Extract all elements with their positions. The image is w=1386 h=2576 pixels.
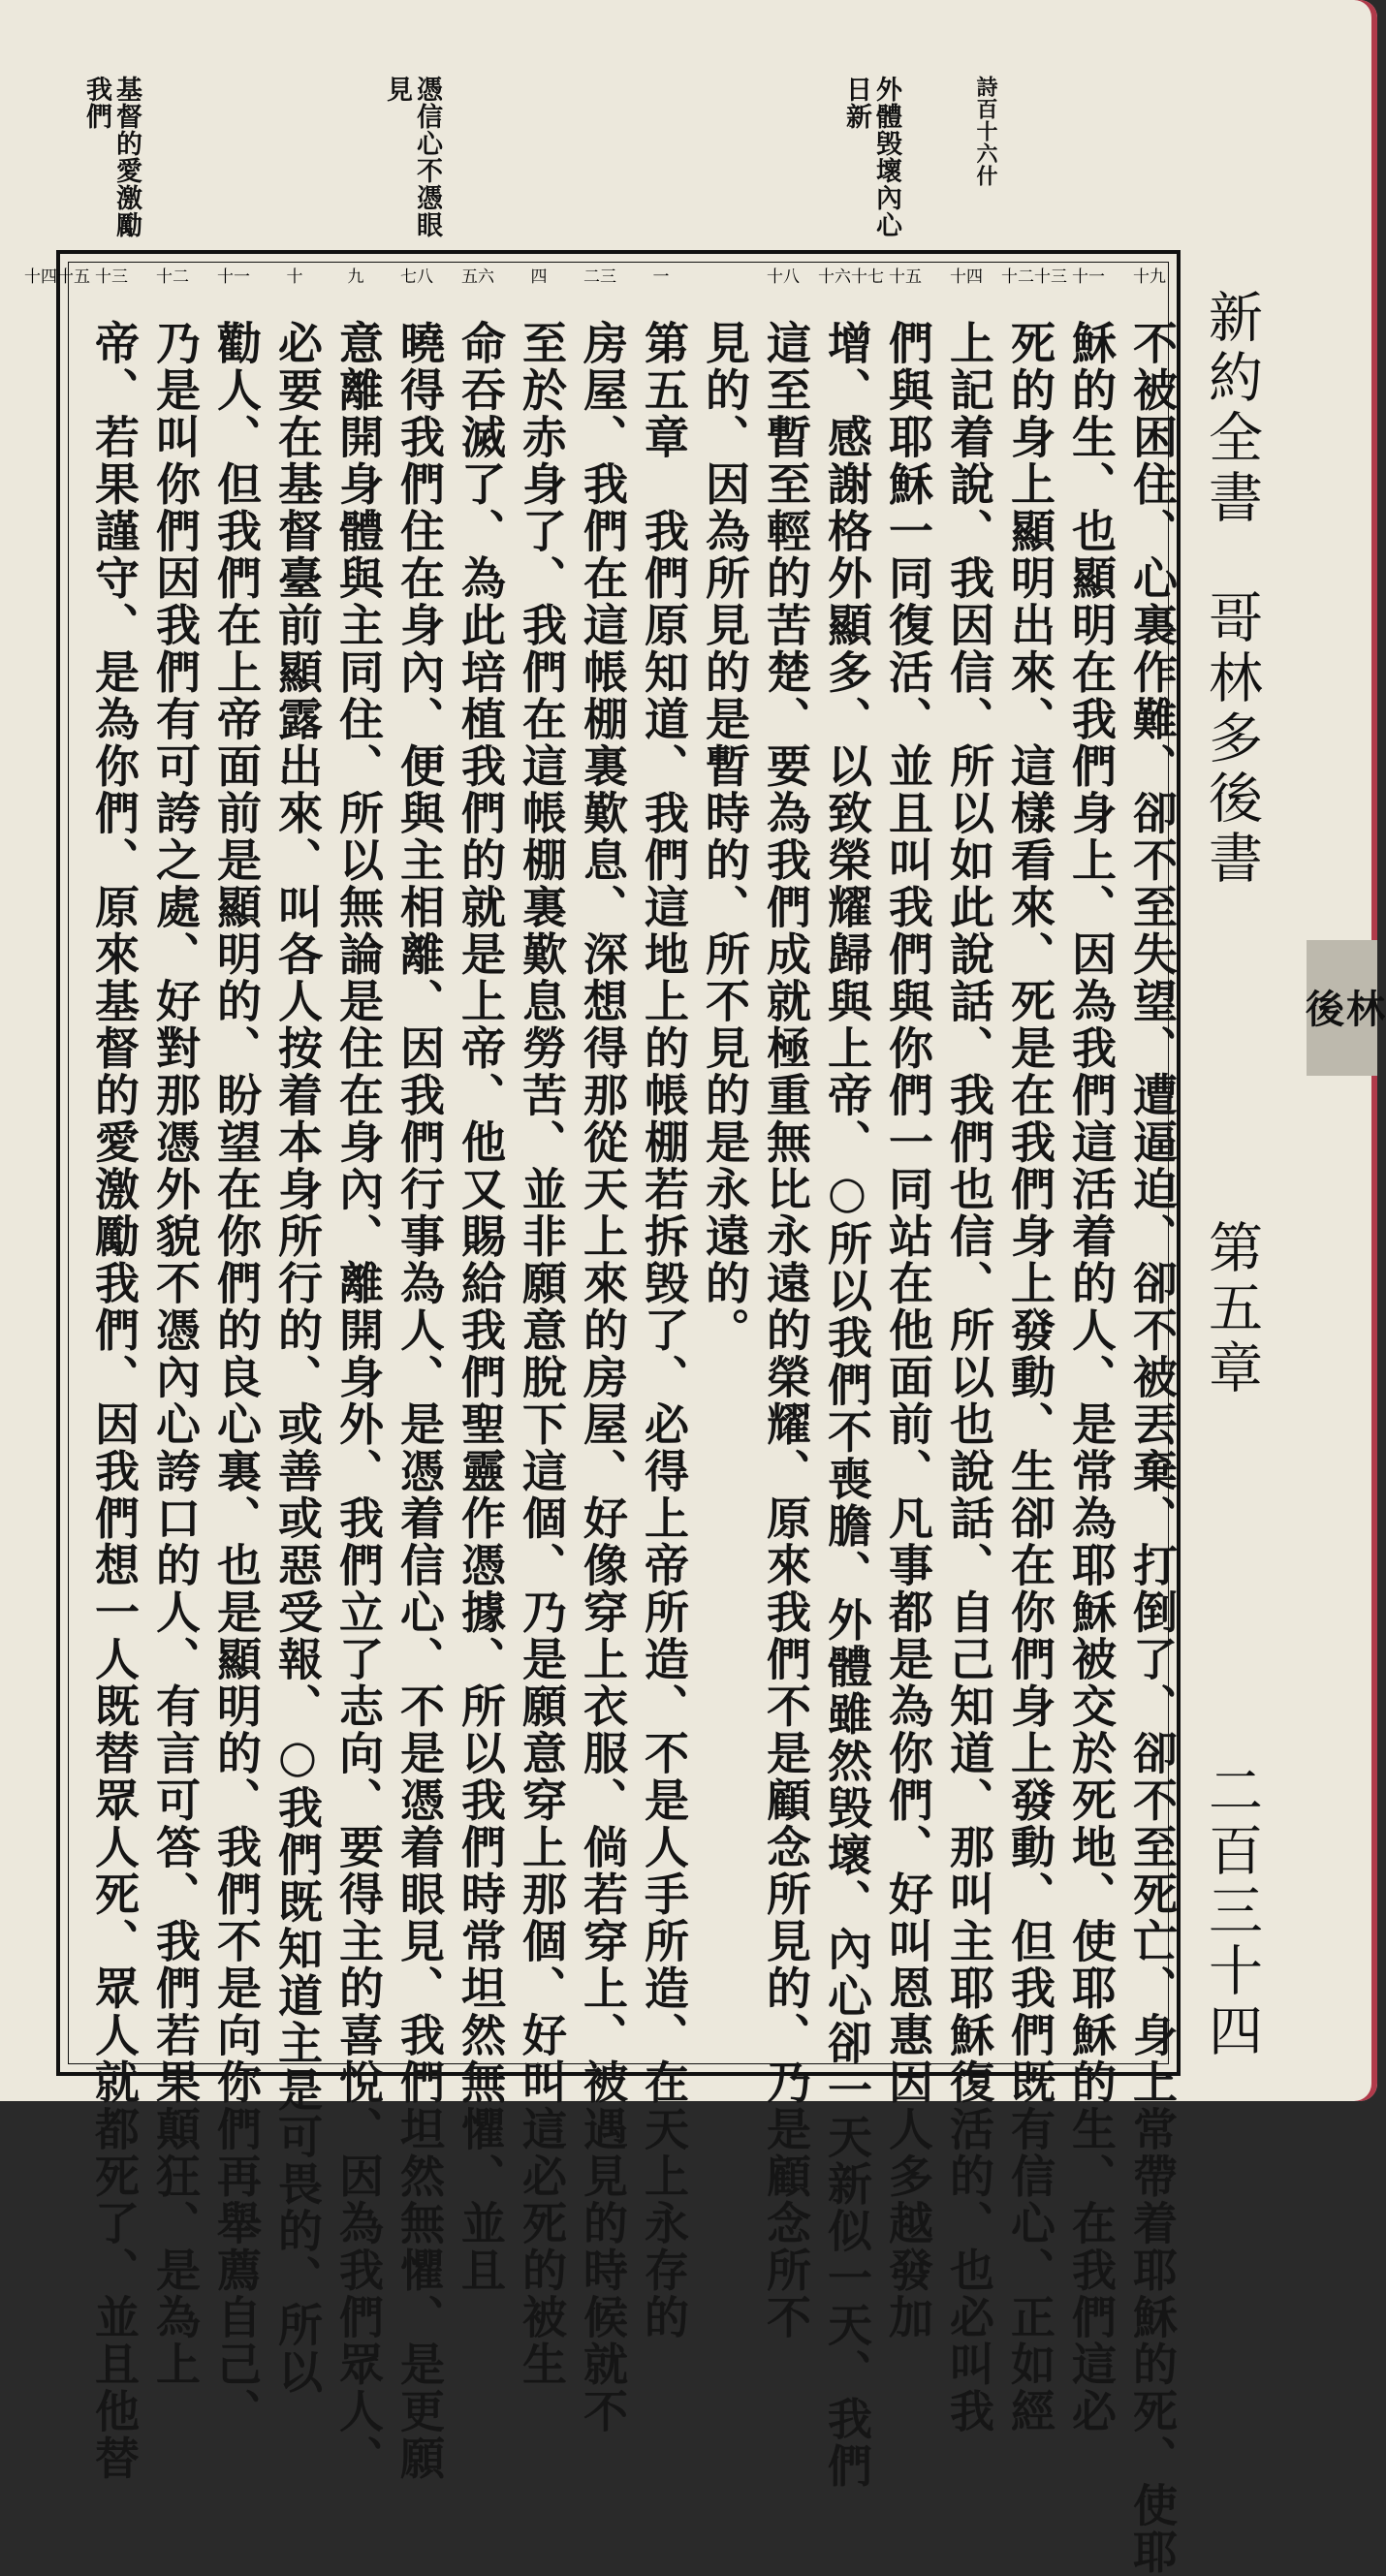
text-column (695, 260, 751, 2066)
verse-number: 十八 (767, 267, 800, 287)
chapter-title: 第五章 (1200, 1219, 1263, 1399)
text-column (634, 260, 690, 2341)
verse-number: 一 (652, 267, 670, 287)
tab-label-1: 林 (1339, 989, 1386, 1027)
verse-number: 十六十七 (818, 267, 884, 287)
column-text: 們與耶穌一同復活、並且叫我們與你們一同站在他面前、凡事都是為你們、好叫恩惠因人多越發加 (882, 320, 934, 2341)
verse-number: 九 (347, 267, 364, 287)
verse-number: 十 (286, 267, 303, 287)
text-column (84, 260, 141, 2482)
column-text: 命吞滅了、為此培植我們的就是上帝、他又賜給我們聖靈作憑據、所以我們時常坦然無懼、並且 (455, 320, 507, 2294)
text-columns (24, 260, 1179, 2576)
verse-number: 二三 (583, 267, 616, 287)
book-thumb-tab[interactable] (1299, 940, 1386, 1076)
margin-note-renewal: 外體毁壞內心日新 (841, 76, 901, 238)
text-column (329, 260, 385, 2482)
verse-number: 十一 (1072, 267, 1105, 287)
text-column (756, 260, 812, 2341)
column-text: 乃是叫你們因我們有可誇之處、好對那憑外貌不憑內心誇口的人、有言可答、我們若果顛狂、是為上 (149, 320, 202, 2388)
column-text: 這至暫至輕的苦楚、要為我們成就極重無比永遠的榮耀、原來我們不是顧念所見的、乃是顧念所不 (760, 320, 812, 2341)
text-column (573, 260, 629, 2435)
verse-number: 十四 (950, 267, 983, 287)
verse-number: 五六 (461, 267, 494, 287)
verse-number: 十一 (217, 267, 250, 287)
text-column (206, 260, 263, 2435)
verse-number: 四 (530, 267, 548, 287)
text-column (145, 260, 202, 2388)
verse-number: 十五 (889, 267, 922, 287)
column-text: 曉得我們住在身內、便與主相離、因我們行事為人、是憑着信心、不是憑着眼見、我們坦然無懼、是更願 (394, 320, 446, 2482)
margin-note-faith: 憑信心不憑眼見 (382, 76, 442, 238)
text-column (817, 260, 884, 2490)
text-column (23, 260, 90, 2066)
margin-note-psalm-ref: 詩百十六什 (973, 76, 998, 187)
text-column (512, 260, 568, 2388)
verse-number: 十二 (156, 267, 189, 287)
column-text: 至於赤身了、我們在這帳棚裏歎息勞苦、並非願意脫下這個、乃是願意穿上那個、好叫這必死的被生 (516, 320, 568, 2388)
text-column (268, 260, 324, 2396)
column-text: 不被困住、心裏作難、卻不至失望、遭逼迫、卻不被丟棄、打倒了、卻不至死亡、身上常帶着耶穌的死、使耶 (1126, 320, 1179, 2576)
verse-number: 十三 (95, 267, 128, 287)
column-text: 上記着說、我因信、所以如此說話、我們也信、所以也說話、自己知道、那叫主耶穌復活的、也必叫我 (943, 320, 995, 2435)
text-column (878, 260, 934, 2341)
column-text: 第五章 我們原知道、我們這地上的帳棚若拆毁了、必得上帝所造、不是人手所造、在天上永存的 (638, 320, 690, 2341)
margin-note-love: 基督的愛激勵我們 (81, 76, 142, 238)
text-column (1122, 260, 1179, 2576)
column-text: 穌的生、也顯明在我們身上、因為我們這活着的人、是常為耶穌被交於死地、使耶穌的生、在我們這必 (1065, 320, 1118, 2435)
column-text: 帝、若果謹守、是為你們、原來基督的愛激勵我們、因我們想一人既替眾人死、眾人就都死了、並且他替 (88, 320, 141, 2482)
book-title: 新約全書 哥林多後書 (1200, 289, 1263, 890)
running-header (1179, 250, 1276, 2076)
column-text: 意離開身體與主同住、所以無論是住在身內、離開身外、我們立了志向、要得主的喜悅、因為我們眾人、 (332, 320, 385, 2482)
column-text: 勸人、但我們在上帝面前是顯明的、盼望在你們的良心裏、也是顯明的、我們不是向你們再舉薦自己、 (210, 320, 263, 2435)
page-number: 二百三十四 (1200, 1762, 1263, 2062)
verse-number: 十二十三 (1001, 267, 1067, 287)
column-text: 必要在基督臺前顯露出來、叫各人按着本身所行的、或善或惡受報、○我們既知道主是可畏的、所以 (271, 320, 324, 2396)
text-column (939, 260, 995, 2435)
text-column (1061, 260, 1118, 2435)
text-column (390, 260, 446, 2482)
tab-label-2: 後 (1299, 989, 1345, 1027)
column-text: 死的身上顯明出來、這樣看來、死是在我們身上發動、生卻在你們身上發動、但我們既有信心、正如經 (1004, 320, 1056, 2435)
text-column (451, 260, 507, 2294)
column-text: 房屋、我們在這帳棚裏歎息、深想得那從天上來的房屋、好像穿上衣服、倘若穿上、被遇見的時候就不 (577, 320, 629, 2435)
verse-number: 七八 (400, 267, 433, 287)
verse-number: 十九 (1133, 267, 1166, 287)
column-text: 增、感謝格外顯多、以致榮耀歸與上帝、○所以我們不喪膽、外體雖然毁壞、內心卻一天新似一天、我們 (821, 320, 873, 2490)
text-column (1000, 260, 1067, 2435)
column-text: 見的、因為所見的是暫時的、所不見的是永遠的。 (699, 320, 751, 1354)
verse-number: 十四十五 (24, 267, 90, 287)
